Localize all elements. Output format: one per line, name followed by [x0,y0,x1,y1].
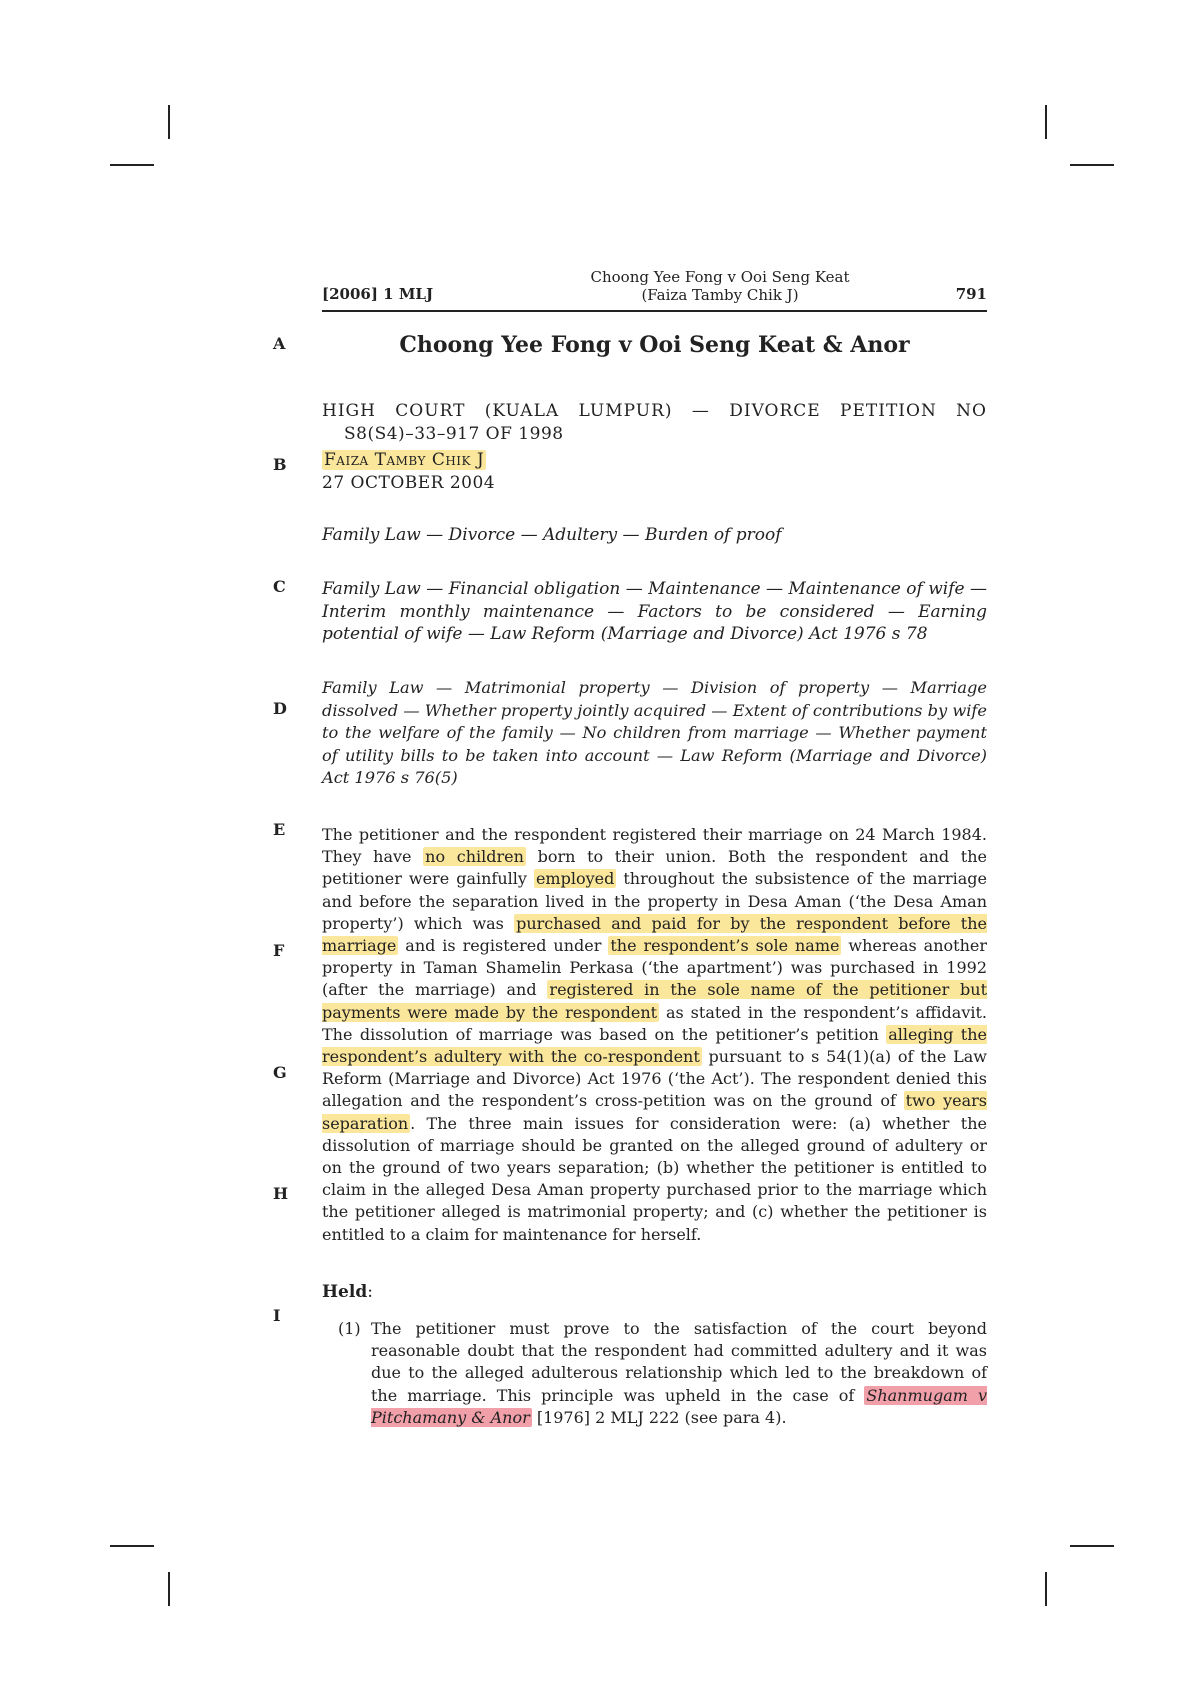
header-rule [322,310,987,312]
catchwords-3: Family Law — Matrimonial property — Division of property — Marriage dissolved — Whether property jointly acquired — Extent of contributions by wife to the welfare of the family — No children from marriage — Whether payment of utility bills to be taken into account — Law Reform (Marriage and Divorce) Act 1976 s 76(5) [322,678,987,787]
court-line-2: S8(S4)–33–917 OF 1998 [344,423,564,444]
margin-letter-g: G [273,1063,287,1082]
summary-text: born to their union. Both the respondent and the petitioner were gainfully [322,847,988,889]
held-item-number: (1) [338,1319,361,1338]
held-item-text [371,1318,987,1429]
case-title: Choong Yee Fong v Ooi Seng Keat & Anor [399,332,910,358]
header-case-name [510,268,930,304]
highlight-registered-petitioner: registered in the sole name of the petitioner but payments were made by the respondent [322,980,988,1022]
judge-line [322,449,987,472]
margin-letter-i: I [273,1306,281,1325]
margin-letter-a: A [273,334,286,353]
highlight-no-children: no children [425,847,524,867]
header-citation: [2006] 1 MLJ [322,285,434,303]
margin-letter-h: H [273,1184,289,1203]
margin-letter-c: C [273,577,286,596]
highlight-purchased-before-marriage: purchased and paid for by the respondent before the marriage [322,913,988,956]
crop-mark-top-left-horizontal [110,164,154,166]
court-line-1: HIGH COURT (KUALA LUMPUR) — DIVORCE PETITION NO [322,401,987,421]
court-details [322,400,987,445]
margin-letter-e: E [273,820,286,839]
margin-letter-b: B [273,455,287,474]
crop-mark-top-right-horizontal [1070,164,1114,166]
highlight-case-reference: Shanmugam v Pitchamany & Anor [371,1385,988,1427]
judge-name-highlight: Faiza Tamby Chik J [324,450,485,470]
crop-mark-bottom-right-horizontal [1070,1545,1114,1547]
summary-text: . The three main issues for consideration were: (a) whether the dissolution of marriage should be granted on the alleged ground of adultery or on the ground of two years separation; (b) whether the petitioner is entitled to claim in the alleged Desa Aman property purchased prior to the marriage which the petitioner alleged is matrimonial property; and (c) whether the petitioner is entitled to a claim for maintenance for herself. [322,1113,987,1244]
crop-mark-bottom-left-horizontal [110,1545,154,1547]
summary-text: throughout the subsistence of the marriage and before the separation lived in the property in Desa Aman (‘the Desa Aman property’) which was [322,869,987,933]
crop-mark-top-right-vertical [1045,105,1047,139]
held-citation: [1976] 2 MLJ 222 (see para 4). [531,1407,787,1427]
held-heading: Held: [322,1282,373,1302]
held-item-1 [338,1318,987,1429]
crop-mark-top-left-vertical [168,105,170,139]
highlight-two-years-separation: two years separation [322,1091,988,1133]
summary-text: and is registered under [398,936,609,956]
header-case-line-1: Choong Yee Fong v Ooi Seng Keat [590,268,850,286]
summary-text: as stated in the respondent’s affidavit. The dissolution of marriage was based on the petitioner’s petition [322,1002,987,1044]
case-summary-paragraph [322,824,987,1246]
held-label: Held [322,1282,368,1302]
highlight-alleging-adultery: alleging the respondent’s adultery with the co-respondent [322,1024,988,1067]
summary-text: The petitioner and the respondent registered their marriage on 24 March 1984. They have [322,825,987,867]
summary-text: pursuant to s 54(1)(a) of the Law Reform (Marriage and Divorce) Act 1976 (‘the Act’). The respondent denied this allegation and the respondent’s cross-petition was on the ground of [322,1047,987,1111]
decision-date: 27 OCTOBER 2004 [322,473,496,493]
margin-letter-d: D [273,699,287,718]
header-case-line-2: (Faiza Tamby Chik J) [641,286,799,304]
highlight-employed: employed [535,869,615,889]
catchwords-2: Family Law — Financial obligation — Maintenance — Maintenance of wife — Interim monthly maintenance — Factors to be considered — Earning potential of wife — Law Reform (Marriage and Divorce) Act 1976 s 78 [322,579,987,644]
highlight-sole-name: the respondent’s sole name [610,936,840,956]
crop-mark-bottom-right-vertical [1045,1572,1047,1606]
summary-text: whereas another property in Taman Shamelin Perkasa (‘the apartment’) was purchased in 1992 (after the marriage) and [322,936,987,1000]
crop-mark-bottom-left-vertical [168,1572,170,1606]
margin-letter-f: F [273,941,285,960]
catchwords-1: Family Law — Divorce — Adultery — Burden of proof [322,525,782,545]
held-text-body: The petitioner must prove to the satisfaction of the court beyond reasonable doubt that the respondent had committed adultery and it was due to the alleged adulterous relationship which led to the breakdown of the marriage. This principle was upheld in the case of [371,1319,987,1405]
header-page-number: 791 [955,285,987,303]
